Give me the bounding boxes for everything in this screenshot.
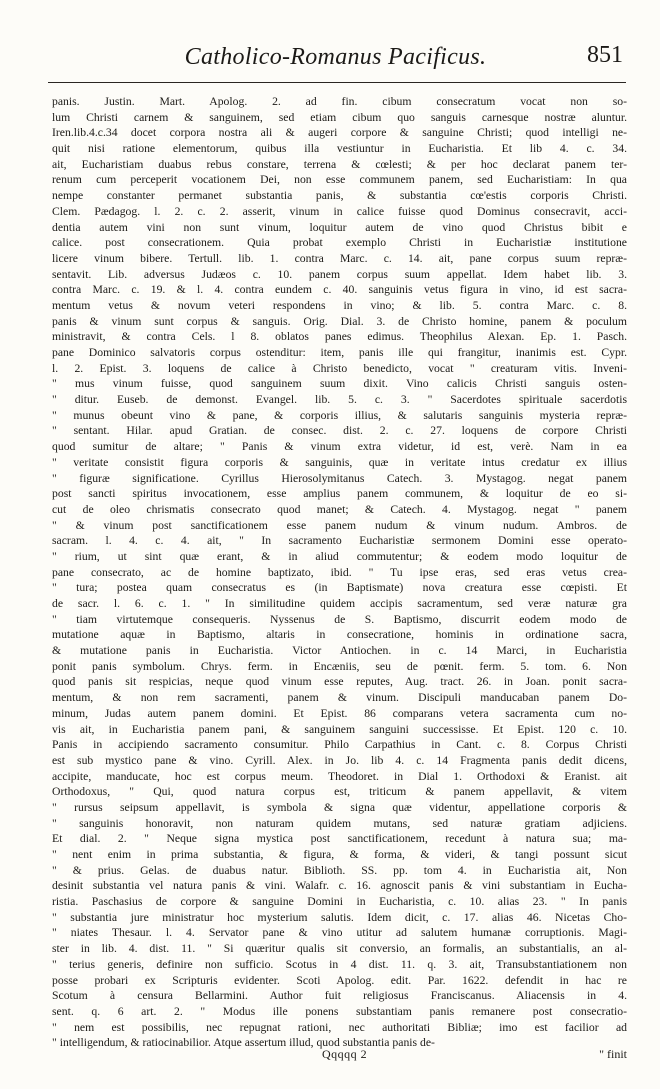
- text-line: quit nisi ratione elementorum, quibus illa vestiuntur in Eucharistia. Et lib 4. c. 34.: [52, 142, 627, 156]
- text-line: lum Christi carnem & sanguinem, sed etiam cibum quo sanguis carnesque nostræ aluntur.: [52, 110, 627, 124]
- text-line: calice. post consecrationem. Quia probat exemplo Christi in Eucharistiæ institutione: [52, 236, 627, 250]
- signature-mark: Qqqqq 2: [322, 1047, 368, 1061]
- text-line: " figuræ significatione. Cyrillus Hierosolymitanus Catech. 3. Mystagog. negat panem: [52, 471, 627, 485]
- text-line: " tiam virtutemque consequeris. Nyssenus de S. Baptismo, discurrit eodem modo de: [52, 612, 627, 626]
- text-line: est sub mystico pane & vino. Cyrill. Alex. in Jo. lib 4. c. 14 Fragmenta panis dedit dicens,: [52, 753, 627, 767]
- text-line: " ditur. Euseb. de demonst. Evangel. lib. 5. c. 3. " Sacerdotes spirituale sacerdotis: [52, 393, 627, 407]
- text-line: contra Marc. c. 19. & l. 4. contra eundem c. 40. sanguinis vetus figura in vino, id est sacra-: [52, 283, 627, 297]
- text-line: ster in lib. 4. dist. 11. " Si quæritur qualis sit conversio, an formalis, an substantialis, an al-: [52, 942, 627, 956]
- text-line: Clem. Pædagog. l. 2. c. 2. asserit, vinum in calice fuisse quod Dominus consecravit, acci-: [52, 204, 627, 218]
- text-line: sent. q. 6 art. 2. " Modus ille ponens substantiam panis remanere post consecratio-: [52, 1004, 627, 1018]
- text-line: Et dial. 2. " Neque signa mystica post sanctificationem, recedunt à natura sua; ma-: [52, 832, 627, 846]
- text-line: " nent enim in prima substantia, & figura, & forma, & videri, & tangi possunt sicut: [52, 848, 627, 861]
- text-line: " munus obeunt vino & pane, & corporis illius, & salutaris sanguinis mysteria repræ-: [52, 408, 627, 422]
- text-line: " substantia jure ministratur hoc mysterium salutis. Idem dicit, c. 17. alias 46. Nicetas Cho-: [52, 910, 627, 924]
- text-line: Orthodoxus, " Qui, quod natura corpus est, triticum & panem appellavit, & vitem: [52, 785, 627, 799]
- text-line: pane consecrato, ac de homine baptizato, ibid. " Tu ipse eras, sed eras vetus crea-: [52, 565, 627, 579]
- text-line: ponit panis symbolum. Chrys. ferm. in Encæniis, seu de pœnit. ferm. 5. tom. 6. Non: [52, 659, 627, 673]
- text-line: desinit substantia vel natura panis & vini. Walafr. c. 16. agnoscit panis & vini substantiam in Eucha-: [52, 879, 627, 893]
- text-line: licere vinum bibere. Tertull. lib. 1. contra Marc. c. 14. ait, pane corpus suum repræ-: [52, 251, 627, 265]
- text-line: pane Dominico salvatoris corpus ostenditur: item, panis ille qui frangitur, inanimis est. Cypr.: [52, 346, 627, 359]
- catchword: " finit: [599, 1047, 627, 1061]
- text-line: quod panis sit respicias, neque quod vinum esse reputes, Aug. tract. 26. in Joan. ponit sacra-: [52, 675, 627, 689]
- running-header: [48, 40, 623, 74]
- text-line: ministravit, & contra Cels. l 8. oblatos panes edimus. Theophilus Alexan. Ep. 1. Pasch.: [52, 330, 627, 344]
- text-line: " sentant. Hilar. apud Gratian. de consec. dist. 2. c. 27. loquens de corpore Christi: [52, 424, 627, 438]
- text-line: accipite, manducate, hoc est corpus meum. Theodoret. in Dial 1. Orthodoxi & Eranist. ait: [52, 769, 627, 783]
- text-line: & mutatione panis in Eucharistia. Victor Antiochen. in c. 14 Marci, in Eucharistia: [52, 644, 627, 658]
- text-line: panis. Justin. Mart. Apolog. 2. ad fin. cibum consecratum vocat non so-: [52, 95, 627, 108]
- text-line: l. 2. Epist. 3. loquens de calice à Christo benedicto, vocat " creaturam vitis. Inveni-: [52, 361, 627, 375]
- text-line: " & prius. Gelas. de duabus natur. Biblioth. SS. pp. tom 4. in Eucharistia ait, Non: [52, 863, 627, 877]
- text-body: [52, 94, 627, 1051]
- text-line: quod sumitur de altare; " Panis & vinum extra videtur, id est, verè. Nam in ea: [52, 440, 627, 454]
- text-line: cut de oleo chrismatis consecrato quod manet; & Catech. 4. Mystagog. negat " panem: [52, 502, 627, 516]
- text-line: " niates Thesaur. l. 4. Servator pane & vino utitur ad salutem humanæ corruptionis. Magi-: [52, 926, 627, 940]
- text-line: " mus vinum fuisse, quod sanguinem suum dixit. Vino calicis Christi sanguis osten-: [52, 377, 627, 391]
- text-line: de sacr. l. 6. c. 1. " In similitudine quidem accipis sacramentum, sed veræ naturæ gra: [52, 597, 627, 610]
- page-footer: [52, 1047, 627, 1065]
- text-line: " veritate consistit figura corporis & sanguinis, quæ in veritate intus credatur ex illius: [52, 455, 627, 469]
- text-line: post sancti spiritus invocationem, esse amplius panem communem, & loquitur de eo si-: [52, 487, 627, 501]
- text-line: " intelligendum, & ratiocinabilior. Atque assertum illud, quod substantia panis de-: [52, 1036, 435, 1050]
- header-rule: [48, 82, 626, 83]
- text-line: Panis in accipiendo sacramento consumitur. Philo Carpathius in Cant. c. 8. Corpus Christi: [52, 738, 627, 752]
- text-line: sacram. l. 4. c. 4. ait, " In sacramento Eucharistiæ sermonem Domini esse operato-: [52, 534, 627, 548]
- text-line: nempe constanter permanet substantia panis, & substantia cœ'estis corporis Christi.: [52, 189, 627, 203]
- text-line: " terius generis, definire non sufficio. Scotus in 4 dist. 11. q. 3. ait, Transubstantiationem non: [52, 957, 627, 971]
- text-line: panis & vinum sunt corpus & sanguis. Orig. Dial. 3. de Christo homine, panem & poculum: [52, 314, 627, 328]
- text-line: Scotum à censura Bellarmini. Author fuit religiosus Franciscanus. Aliacensis in 4.: [52, 989, 627, 1003]
- text-line: " rursus seipsum appellavit, is symbola & signa quæ videntur, appellatione corporis &: [52, 800, 627, 814]
- text-line: ristia. Paschasius de corpore & sanguine Domini in Eucharistia, c. 10. alias 23. " In panis: [52, 895, 627, 909]
- text-line: " sanguinis honoravit, non naturam quidem mutans, sed naturæ gratiam adjiciens.: [52, 816, 627, 830]
- text-line: " tura; postea quam consecratus es (in Baptismate) nova creatura esse cœpisti. Et: [52, 581, 627, 595]
- text-line: renum cum perceperit vocationem Dei, non esse communem panem, sed Eucharistiam: In qua: [52, 173, 627, 187]
- text-line: minum, Judas autem panem domini. Et Epist. 86 comparans vetera sacramenta cum no-: [52, 706, 627, 720]
- text-line: vis ait, in Eucharistia panem pani, & sanguinem sanguini successisse. Et Epist. 120 c. 10.: [52, 722, 627, 736]
- text-line: mentum, & non rem sacramenti, panem & vinum. Discipuli manducaban panem Do-: [52, 691, 627, 705]
- text-line: mentum vetus & novum veteri respondens in vino; & lib. 5. contra Marc. c. 8.: [52, 298, 627, 312]
- text-line: " nem est possibilis, nec repugnat rationi, nec authoritati Bibliæ; imo est facilior ad: [52, 1020, 627, 1034]
- text-line: ait, Eucharistiam duabus rebus constare, terrena & cœlesti; & per hoc declarat panem ter-: [52, 157, 627, 171]
- text-line: posse probari ex Scripturis evidenter. Scoti Apolog. edit. Par. 1622. defendit in hac re: [52, 973, 627, 987]
- text-line: " & vinum post sanctificationem esse panem nudum & vinum nudum. Ambros. de: [52, 518, 627, 532]
- text-line: Iren.lib.4.c.34 docet corpora nostra ali & augeri corpore & sanguine Christi; quod intelligi ne-: [52, 126, 627, 140]
- page-number: 851: [587, 42, 623, 68]
- text-line: sentavit. Lib. adversus Judæos c. 10. panem corpus suum appellat. Idem habet lib. 3.: [52, 267, 627, 281]
- text-line: mutatione aquæ in Baptismo, altaris in consecratione, hominis in ordinatione sacra,: [52, 628, 627, 642]
- running-title: Catholico-Romanus Pacificus.: [184, 44, 487, 70]
- text-line: dentia autem vini non sunt vinum, loquitur autem de vino quod Christus bibit e: [52, 220, 627, 234]
- text-line: " rium, ut sint quæ erant, & in aliud commutentur; & eodem modo loquitur de: [52, 549, 627, 563]
